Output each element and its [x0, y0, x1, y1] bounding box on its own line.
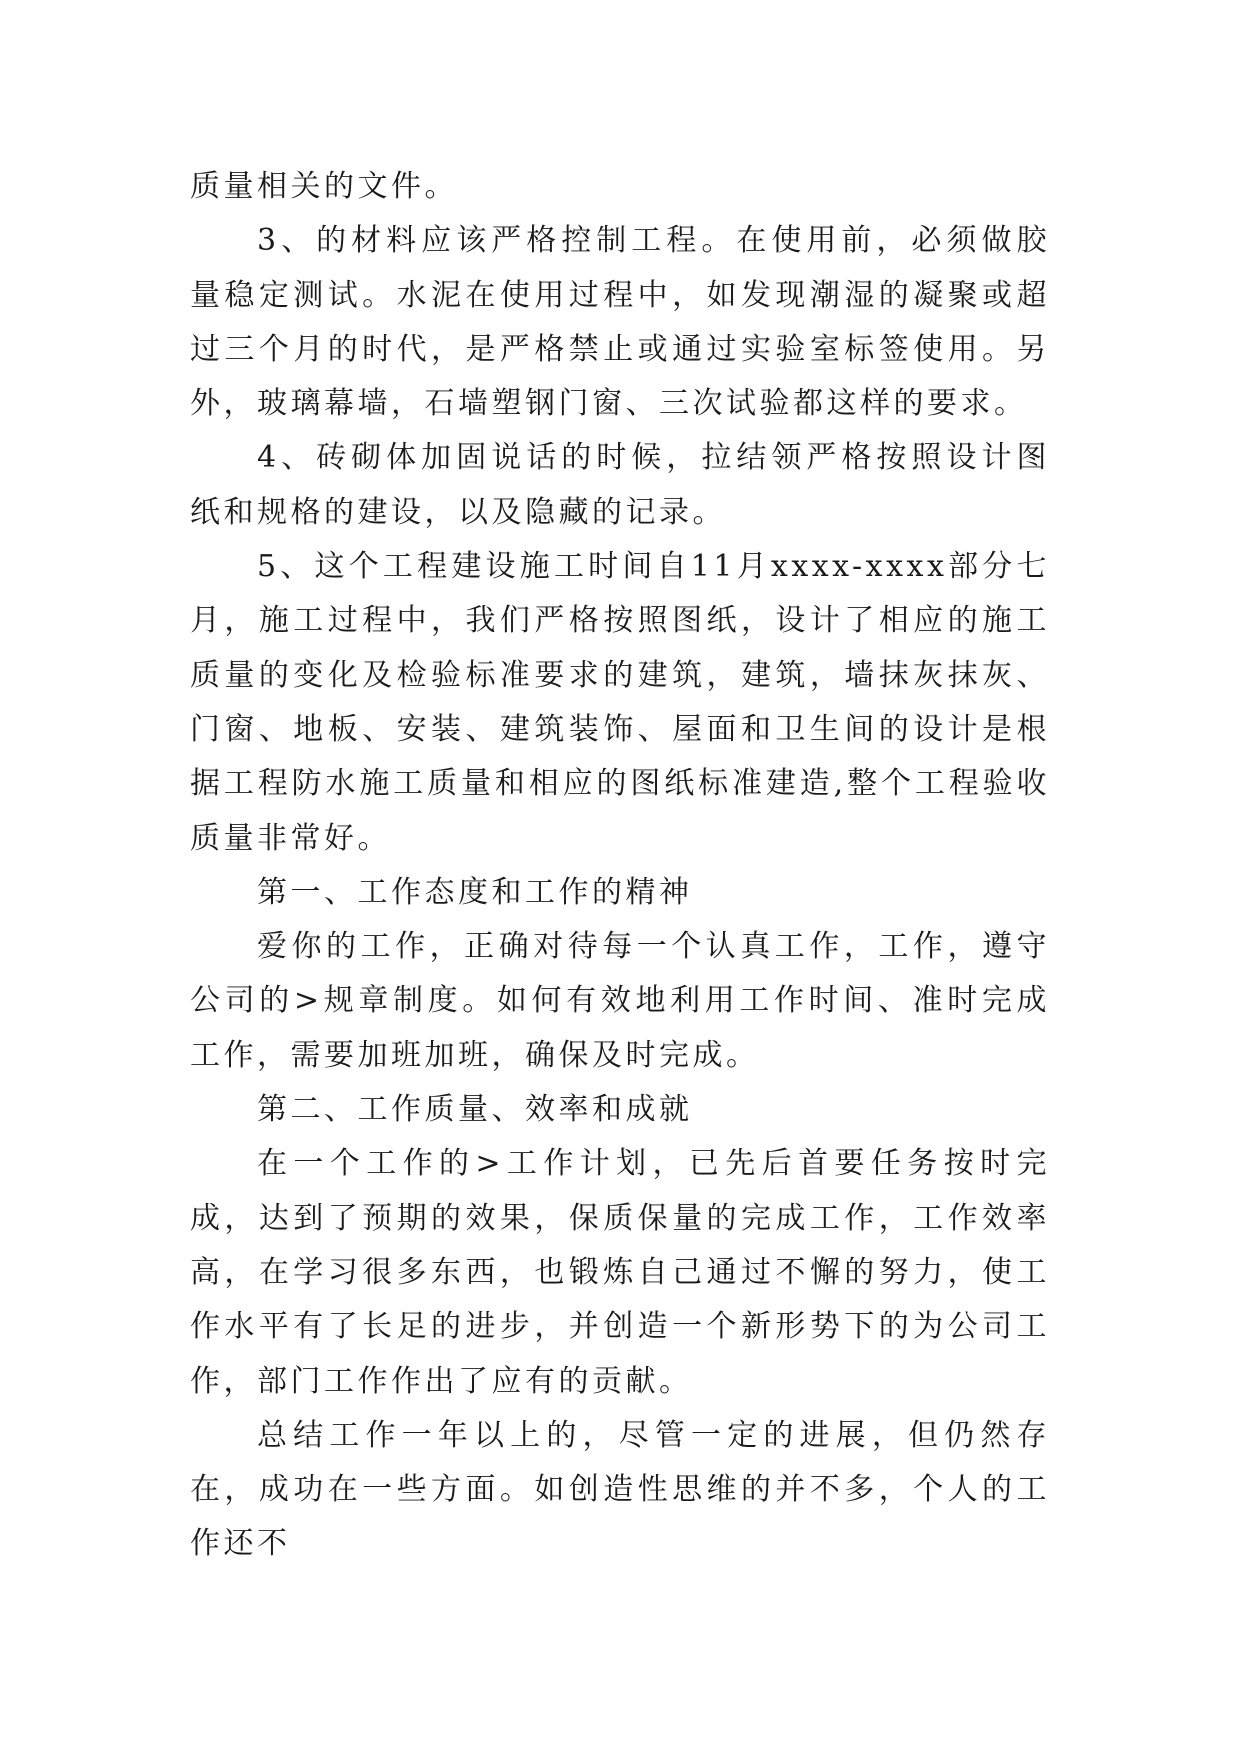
paragraph: 4、砖砌体加固说话的时候，拉结领严格按照设计图纸和规格的建设，以及隐藏的记录。: [190, 440, 1050, 530]
document-body: [190, 160, 1050, 1572]
paragraph: 在一个工作的>工作计划，已先后首要任务按时完成，达到了预期的效果，保质保量的完成工作，工作效率高，在学习很多东西，也锻炼自己通过不懈的努力，使工作水平有了长足的进步，并创造一个新形势下的为公司工作，部门工作作出了应有的贡献。: [190, 1146, 1050, 1399]
paragraph: 质量相关的文件。: [190, 169, 458, 204]
paragraph: 总结工作一年以上的，尽管一定的进展，但仍然存在，成功在一些方面。如创造性思维的并不多，个人的工作还不: [190, 1417, 1050, 1562]
paragraph: 3、的材料应该严格控制工程。在使用前，必须做胶量稳定测试。水泥在使用过程中，如发现潮湿的凝聚或超过三个月的时代，是严格禁止或通过实验室标签使用。另外，玻璃幕墙，石墙塑钢门窗、三次试验都这样的要求。: [190, 223, 1050, 422]
section-heading: 第二、工作质量、效率和成就: [257, 1092, 693, 1128]
section-heading: 第一、工作态度和工作的精神: [257, 874, 693, 910]
paragraph: 5、这个工程建设施工时间自11月xxxx-xxxx部分七月，施工过程中，我们严格按照图纸，设计了相应的施工质量的变化及检验标准要求的建筑，建筑，墙抹灰抹灰、门窗、地板、安装、建筑装饰、屋面和卫生间的设计是根据工程防水施工质量和相应的图纸标准建造,整个工程验收质量非常好。: [190, 549, 1050, 856]
paragraph: 爱你的工作，正确对待每一个认真工作，工作，遵守公司的>规章制度。如何有效地利用工作时间、准时完成工作，需要加班加班，确保及时完成。: [190, 929, 1050, 1073]
